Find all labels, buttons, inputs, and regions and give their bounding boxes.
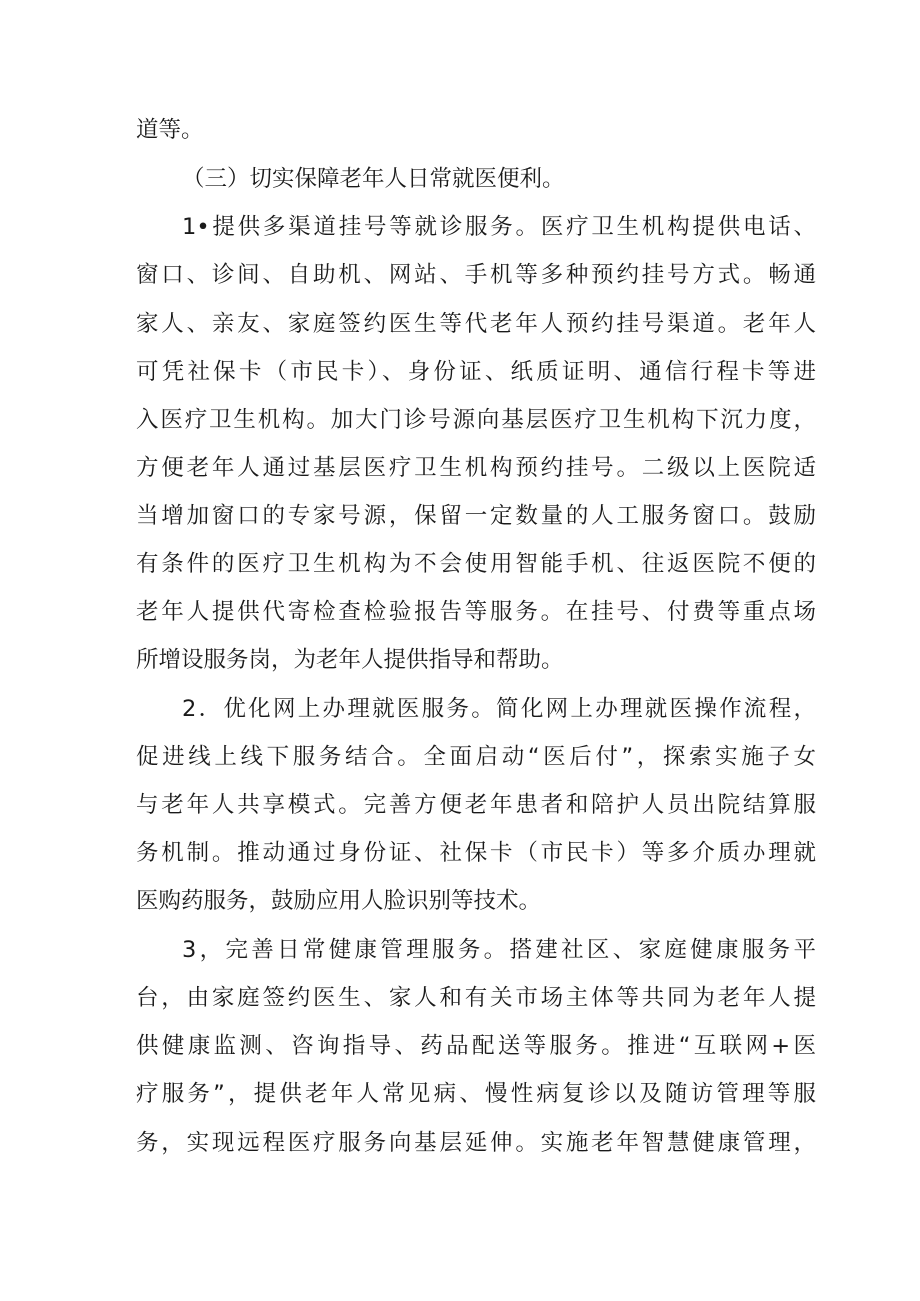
text-line: 务，实现远程医疗服务向基层延伸。实施老年智慧健康管理， [136, 1130, 816, 1156]
text-line: 方便老年人通过基层医疗卫生机构预约挂号。二级以上医院适 [136, 455, 816, 481]
text-line: 3，完善日常健康管理服务。搭建社区、家庭健康服务平 [182, 937, 816, 963]
text-line: 可凭社保卡（市民卡）、身份证、纸质证明、通信行程卡等进 [136, 359, 816, 385]
text-line: 促进线上线下服务结合。全面启动“医后付”，探索实施子女 [136, 744, 816, 770]
text-line: 供健康监测、咨询指导、药品配送等服务。推进“互联网+医 [136, 1033, 816, 1059]
text-line: 医购药服务，鼓励应用人脸识别等技术。 [136, 888, 542, 914]
text-line: 所增设服务岗，为老年人提供指导和帮助。 [136, 647, 564, 673]
text-line: 入医疗卫生机构。加大门诊号源向基层医疗卫生机构下沉力度， [136, 407, 816, 433]
text-line: 家人、亲友、家庭签约医生等代老年人预约挂号渠道。老年人 [136, 311, 816, 337]
text-line: 窗口、诊间、自助机、网站、手机等多种预约挂号方式。畅通 [136, 262, 816, 288]
text-line: 道等。 [136, 117, 204, 143]
text-line: 老年人提供代寄检查检验报告等服务。在挂号、付费等重点场 [136, 599, 816, 625]
text-line: 有条件的医疗卫生机构为不会使用智能手机、往返医院不便的 [136, 551, 816, 577]
text-line: 当增加窗口的专家号源，保留一定数量的人工服务窗口。鼓励 [136, 503, 816, 529]
text-line: 台，由家庭签约医生、家人和有关市场主体等共同为老年人提 [136, 985, 816, 1011]
text-line: 2．优化网上办理就医服务。简化网上办理就医操作流程， [182, 696, 816, 722]
text-line: 1•提供多渠道挂号等就诊服务。医疗卫生机构提供电话、 [182, 214, 816, 240]
text-line: 疗服务”，提供老年人常见病、慢性病复诊以及随访管理等服 [136, 1081, 816, 1107]
text-line: 务机制。推动通过身份证、社保卡（市民卡）等多介质办理就 [136, 840, 816, 866]
section-heading: （三）切实保障老年人日常就医便利。 [182, 166, 565, 192]
text-line: 与老年人共享模式。完善方便老年患者和陪护人员出院结算服 [136, 792, 816, 818]
